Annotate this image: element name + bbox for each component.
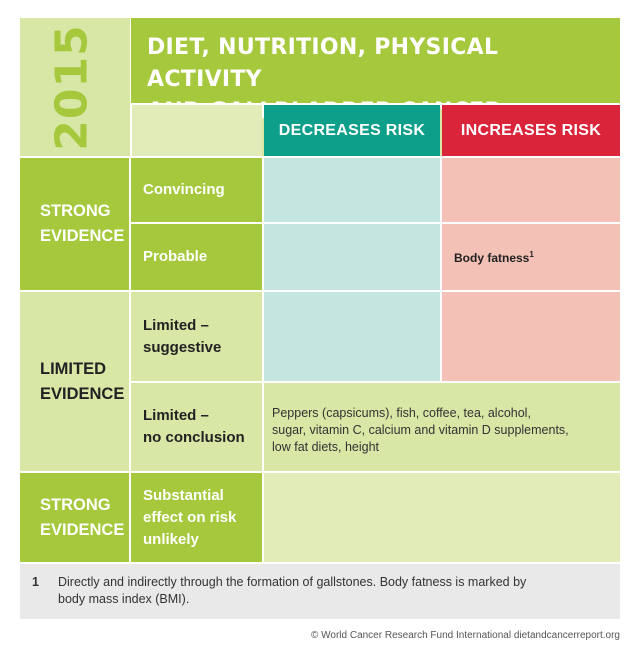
- column-header-decreases-risk: DECREASES RISK: [264, 105, 440, 156]
- row-label-text: Limited –: [143, 407, 209, 424]
- footnote-ref: 1: [529, 249, 534, 259]
- row-label-text: Substantial: [143, 486, 224, 504]
- footnote-line: body mass index (BMI).: [58, 592, 190, 606]
- group-label-strong-evidence: [20, 158, 129, 290]
- column-header-increases-risk: INCREASES RISK: [442, 105, 620, 156]
- page-title: [131, 18, 620, 103]
- row-label-convincing: [131, 158, 262, 222]
- cell-limited-suggestive-increases: [442, 292, 620, 381]
- group-label-line: STRONG: [40, 495, 111, 514]
- footnote: [20, 564, 620, 619]
- row-label-text: Probable: [143, 248, 208, 265]
- row-label-text: effect on risk: [143, 508, 237, 526]
- cell-convincing-decreases: [264, 158, 440, 222]
- year-label: [14, 18, 131, 156]
- group-label-strong-evidence-unlikely: [20, 473, 129, 562]
- row-label-text: Limited –: [143, 316, 209, 334]
- group-label-limited-evidence: [20, 292, 129, 471]
- no-conclusion-text: Peppers (capsicums), fish, coffee, tea, alcohol,: [272, 406, 531, 420]
- cell-probable-decreases: [264, 224, 440, 290]
- row-label-text: Convincing: [143, 181, 225, 198]
- cell-limited-no-conclusion: [264, 383, 620, 471]
- cell-probable-increases: [442, 224, 620, 290]
- group-label-line: LIMITED: [40, 359, 106, 378]
- row-label-substantial-effect-unlikely: [131, 473, 262, 562]
- footnote-text: [58, 574, 526, 619]
- group-label-line: EVIDENCE: [40, 520, 125, 539]
- title-line-1: DIET, NUTRITION, PHYSICAL ACTIVITY: [147, 35, 499, 92]
- footnote-number: 1: [32, 575, 39, 589]
- body-fatness-text: Body fatness$^1$: [454, 249, 534, 265]
- row-label-text: unlikely: [143, 530, 199, 548]
- row-label-text: suggestive: [143, 338, 222, 356]
- header-spacer: [132, 105, 262, 156]
- group-label-line: STRONG: [40, 202, 111, 220]
- footnote-line: Directly and indirectly through the formation of gallstones. Body fatness is marked by: [58, 575, 527, 589]
- group-label-line: EVIDENCE: [40, 227, 125, 245]
- row-label-probable: [131, 224, 262, 290]
- year-text: 2015: [47, 23, 98, 151]
- no-conclusion-text: low fat diets, height: [272, 440, 380, 454]
- row-label-text: no conclusion: [143, 429, 245, 446]
- cell-convincing-increases: [442, 158, 620, 222]
- cell-limited-suggestive-decreases: [264, 292, 440, 381]
- copyright-credit: © World Cancer Research Fund International dietandcancerreport.org: [310, 630, 620, 641]
- row-label-limited-no-conclusion: [131, 383, 262, 471]
- group-label-line: EVIDENCE: [40, 384, 125, 403]
- row-label-limited-suggestive: [131, 292, 262, 381]
- no-conclusion-text: sugar, vitamin C, calcium and vitamin D supplements,: [272, 423, 569, 437]
- cell-substantial-effect-unlikely: [264, 473, 620, 562]
